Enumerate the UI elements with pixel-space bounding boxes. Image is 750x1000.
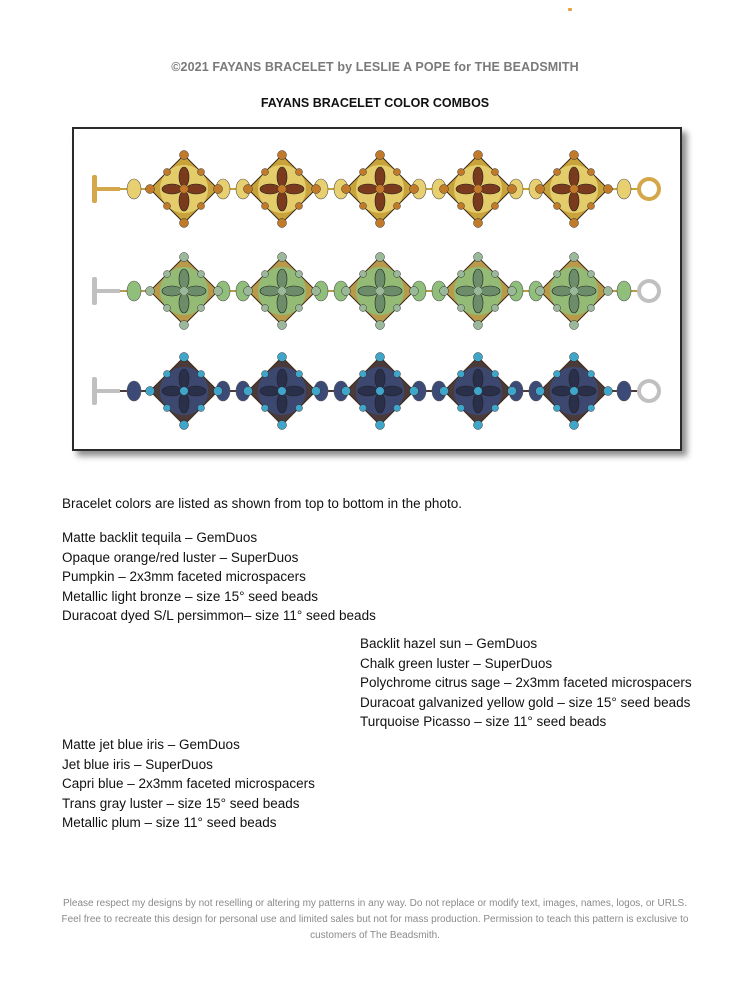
petal-bead [569,369,579,389]
petal-bead [569,393,579,413]
seed-bead [278,421,287,430]
seed-bead [360,305,367,312]
petal-bead [569,191,579,211]
seed-bead [296,405,303,412]
petal-bead [576,386,596,396]
seed-bead [536,287,545,296]
clasp-ring [639,179,659,199]
seed-bead [278,321,287,330]
petal-bead [569,269,579,289]
connector-bead [617,281,631,301]
bracelet-photo [72,127,682,451]
seed-bead [492,203,499,210]
seed-bead [360,371,367,378]
center-bead [474,387,482,395]
petal-bead [186,286,206,296]
seed-bead [474,353,483,362]
seed-bead [360,203,367,210]
seed-bead [588,371,595,378]
seed-bead [410,287,419,296]
list-item: Backlit hazel sun – GemDuos [360,636,538,651]
intro-text: Bracelet colors are listed as shown from top to bottom in the photo. [62,496,462,511]
seed-bead [588,203,595,210]
petal-bead [552,286,572,296]
bracelet-illustration [74,129,680,449]
seed-bead [360,169,367,176]
seed-bead [554,405,561,412]
petal-bead [284,386,304,396]
seed-bead [474,421,483,430]
seed-bead [244,387,253,396]
petal-bead [576,286,596,296]
seed-bead [244,185,253,194]
seed-bead [342,185,351,194]
petal-bead [179,167,189,187]
petal-bead [456,286,476,296]
seed-bead [180,353,189,362]
seed-bead [394,169,401,176]
seed-bead [146,287,155,296]
list-item: Metallic plum – size 11° seed beads [62,815,277,830]
seed-bead [458,305,465,312]
center-bead [376,287,384,295]
seed-bead [440,387,449,396]
seed-bead [376,219,385,228]
seed-bead [312,287,321,296]
petal-bead [569,293,579,313]
connector-bead [127,281,141,301]
seed-bead [458,271,465,278]
list-item: Turquoise Picasso – size 11° seed beads [360,714,607,729]
seed-bead [536,185,545,194]
petal-bead [480,184,500,194]
seed-bead [164,371,171,378]
seed-bead [554,271,561,278]
seed-bead [296,271,303,278]
seed-bead [508,185,517,194]
petal-bead [179,369,189,389]
seed-bead [394,405,401,412]
seed-bead [376,421,385,430]
center-bead [570,287,578,295]
seed-bead [376,321,385,330]
seed-bead [198,405,205,412]
page-header: ©2021 FAYANS BRACELET by LESLIE A POPE for THE BEADSMITH [171,60,579,74]
list-item: Metallic light bronze – size 15° seed beads [62,588,319,604]
seed-bead [312,185,321,194]
seed-bead [278,253,287,262]
seed-bead [492,405,499,412]
seed-bead [214,185,223,194]
seed-bead [554,305,561,312]
seed-bead [588,405,595,412]
petal-bead [284,286,304,296]
seed-bead [474,151,483,160]
seed-bead [146,387,155,396]
petal-bead [277,369,287,389]
seed-bead [342,287,351,296]
color-list-bottom [62,735,315,833]
seed-bead [588,271,595,278]
petal-bead [473,293,483,313]
petal-bead [375,191,385,211]
seed-bead [296,371,303,378]
connector-bead [127,179,141,199]
list-item: Chalk green luster – SuperDuos [360,655,553,671]
seed-bead [492,371,499,378]
seed-bead [262,169,269,176]
clasp-ring [639,381,659,401]
seed-bead [376,151,385,160]
seed-bead [360,271,367,278]
list-item: Opaque orange/red luster – SuperDuos [62,549,299,565]
seed-bead [164,305,171,312]
list-item: Capri blue – 2x3mm faceted microspacers [62,776,315,791]
petal-bead [375,393,385,413]
seed-bead [214,287,223,296]
petal-bead [277,393,287,413]
petal-bead [260,386,280,396]
seed-bead [508,287,517,296]
page-subtitle: FAYANS BRACELET COLOR COMBOS [260,96,490,110]
center-bead [570,185,578,193]
seed-bead [440,287,449,296]
seed-bead [296,169,303,176]
petal-bead [179,393,189,413]
toggle-stem [94,389,120,393]
seed-bead [214,387,223,396]
seed-bead [492,305,499,312]
list-item: Matte jet blue iris – GemDuos [62,737,240,752]
seed-bead [278,151,287,160]
seed-bead [376,353,385,362]
petal-bead [382,386,402,396]
seed-bead [410,387,419,396]
footer-notice: Please respect my designs by not reselling or altering my patterns in any way. Do not replace or modify text, images, names, logos, or URLS. Feel free to recreate this design for personal use and limited sales but not for mass production. Permission to teach this pattern is exclusive to customers of The Beadsmith. [61,898,689,941]
petal-bead [480,386,500,396]
petal-bead [358,386,378,396]
petal-bead [569,167,579,187]
center-bead [180,387,188,395]
petal-bead [552,184,572,194]
seed-bead [376,253,385,262]
seed-bead [342,387,351,396]
seed-bead [278,219,287,228]
seed-bead [180,219,189,228]
seed-bead [394,305,401,312]
seed-bead [198,371,205,378]
seed-bead [604,185,613,194]
seed-bead [474,219,483,228]
petal-bead [375,293,385,313]
petal-bead [162,286,182,296]
seed-bead [262,203,269,210]
petal-bead [260,184,280,194]
seed-bead [570,253,579,262]
seed-bead [394,271,401,278]
petal-bead [382,286,402,296]
list-item: Jet blue iris – SuperDuos [62,756,213,772]
petal-bead [277,293,287,313]
petal-bead [358,184,378,194]
seed-bead [570,353,579,362]
petal-bead [480,286,500,296]
center-bead [278,387,286,395]
petal-bead [284,184,304,194]
petal-bead [382,184,402,194]
connector-bead [127,381,141,401]
seed-bead [146,185,155,194]
list-item: Duracoat dyed S/L persimmon– size 11° seed beads [62,608,376,623]
seed-bead [262,271,269,278]
seed-bead [474,253,483,262]
color-list-middle [360,634,692,732]
seed-bead [492,271,499,278]
center-bead [474,185,482,193]
seed-bead [570,421,579,430]
seed-bead [458,405,465,412]
center-bead [376,185,384,193]
seed-bead [604,387,613,396]
toggle-stem [94,187,120,191]
center-bead [180,287,188,295]
seed-bead [198,203,205,210]
center-bead [474,287,482,295]
list-item: Trans gray luster – size 15° seed beads [62,795,300,811]
petal-bead [277,269,287,289]
seed-bead [164,405,171,412]
seed-bead [410,185,419,194]
seed-bead [198,271,205,278]
seed-bead [394,203,401,210]
petal-bead [179,191,189,211]
corner-mark [568,8,572,11]
seed-bead [536,387,545,396]
seed-bead [458,371,465,378]
petal-bead [179,269,189,289]
petal-bead [260,286,280,296]
seed-bead [198,305,205,312]
seed-bead [588,305,595,312]
center-bead [278,287,286,295]
seed-bead [508,387,517,396]
petal-bead [473,167,483,187]
petal-bead [576,184,596,194]
seed-bead [296,203,303,210]
seed-bead [180,321,189,330]
center-bead [376,387,384,395]
seed-bead [164,203,171,210]
center-bead [278,185,286,193]
seed-bead [312,387,321,396]
petal-bead [186,386,206,396]
seed-bead [394,371,401,378]
seed-bead [588,169,595,176]
center-bead [570,387,578,395]
seed-bead [164,169,171,176]
petal-bead [375,269,385,289]
petal-bead [179,293,189,313]
seed-bead [440,185,449,194]
seed-bead [492,169,499,176]
petal-bead [473,393,483,413]
seed-bead [244,287,253,296]
clasp-ring [639,281,659,301]
petal-bead [456,386,476,396]
seed-bead [474,321,483,330]
seed-bead [554,371,561,378]
petal-bead [473,269,483,289]
seed-bead [296,305,303,312]
petal-bead [186,184,206,194]
seed-bead [164,271,171,278]
petal-bead [277,191,287,211]
list-item: Duracoat galvanized yellow gold – size 15° seed beads [360,694,691,710]
seed-bead [262,371,269,378]
center-bead [180,185,188,193]
seed-bead [554,169,561,176]
seed-bead [198,169,205,176]
list-item: Pumpkin – 2x3mm faceted microspacers [62,569,306,584]
petal-bead [277,167,287,187]
connector-bead [617,179,631,199]
petal-bead [473,191,483,211]
seed-bead [604,287,613,296]
seed-bead [554,203,561,210]
seed-bead [360,405,367,412]
seed-bead [278,353,287,362]
seed-bead [262,405,269,412]
seed-bead [180,421,189,430]
toggle-stem [94,289,120,293]
seed-bead [180,151,189,160]
seed-bead [458,169,465,176]
list-item: Matte backlit tequila – GemDuos [62,530,258,545]
seed-bead [262,305,269,312]
petal-bead [456,184,476,194]
petal-bead [358,286,378,296]
seed-bead [570,321,579,330]
seed-bead [570,151,579,160]
petal-bead [162,386,182,396]
petal-bead [552,386,572,396]
petal-bead [162,184,182,194]
color-list-top [62,528,376,626]
seed-bead [570,219,579,228]
seed-bead [458,203,465,210]
petal-bead [375,369,385,389]
list-item: Polychrome citrus sage – 2x3mm faceted microspacers [360,675,692,690]
seed-bead [180,253,189,262]
petal-bead [375,167,385,187]
connector-bead [617,381,631,401]
petal-bead [473,369,483,389]
